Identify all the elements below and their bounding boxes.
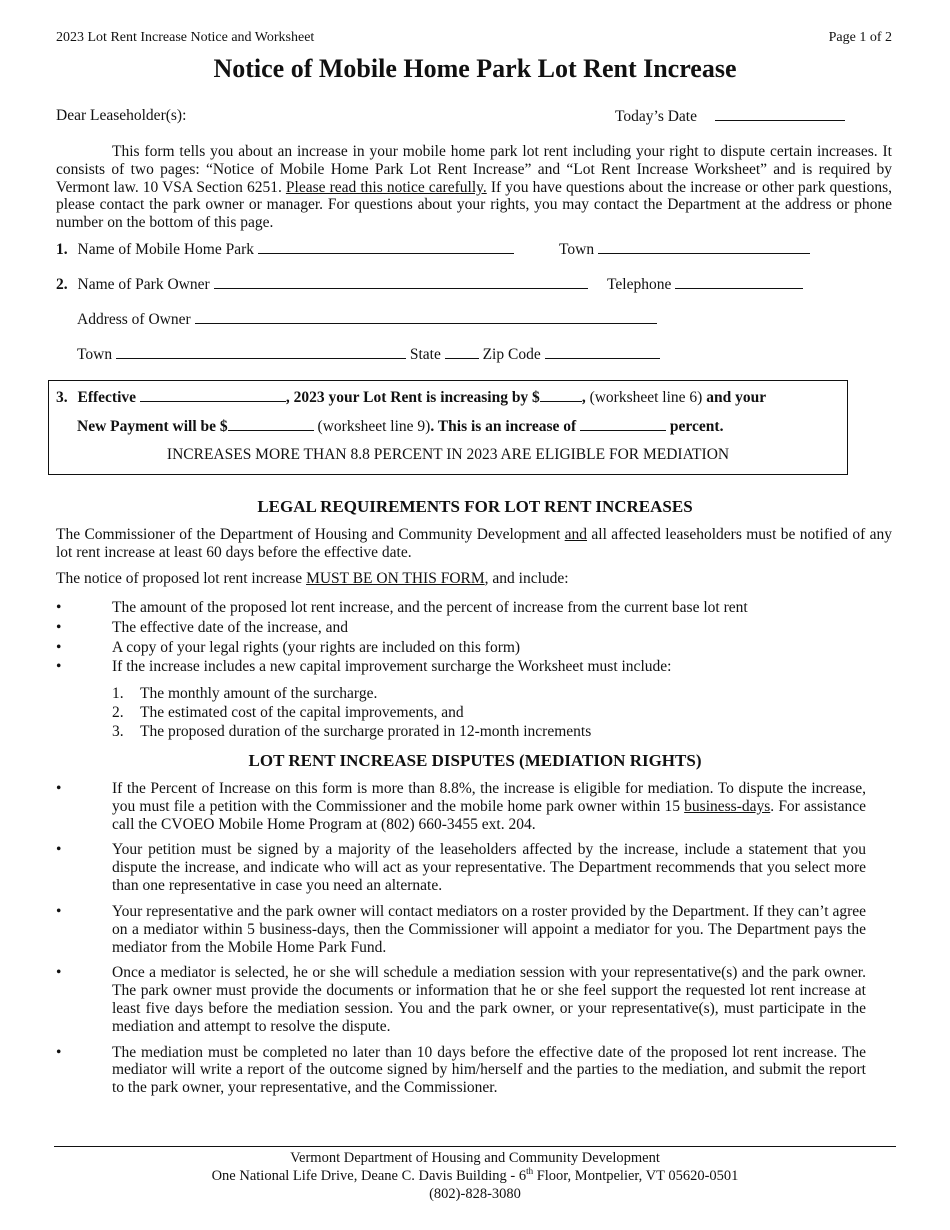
telephone-label: Telephone	[607, 276, 672, 293]
todays-date	[615, 107, 845, 126]
park-name-field[interactable]	[258, 240, 514, 254]
owner-address-field[interactable]	[195, 310, 657, 324]
footer-divider	[54, 1146, 896, 1147]
mediation-rights-list	[56, 780, 866, 1105]
park-owner-field[interactable]	[214, 275, 588, 289]
list-item: • Once a mediator is selected, he or she will schedule a mediation session with your representative(s) and the park owner. The park owner must provide the documents or information that he or she feel support the requested lot rent increase at least five days before the mediation session. You and the park owner, or your representative(s), must participate in the mediation and attempt to resolve the dispute.	[56, 964, 866, 1035]
telephone-row	[607, 275, 803, 294]
park-town-field[interactable]	[598, 240, 810, 254]
owner-town-field[interactable]	[116, 345, 406, 359]
list-item: • If the Percent of Increase on this form is more than 8.8%, the increase is eligible for mediation. To dispute the increase, you must file a petition with the Commissioner and the mobile home park owner within 15 business-days. For assistance call the CVOEO Mobile Home Program at (802) 660-3455 ext. 204.	[56, 780, 866, 833]
effective-line: 3. Effective , 2023 your Lot Rent is increasing by $ , (worksheet line 6) and your	[56, 389, 767, 406]
list-item: • Your representative and the park owner will contact mediators on a roster provided by the Department. If they can’t agree on a mediator within 5 business-days, then the Commissioner will appoint a mediator for you. The Department pays the mediator from the Mobile Home Park Fund.	[56, 902, 866, 956]
state-field[interactable]	[445, 345, 479, 359]
requirements-list	[56, 599, 886, 676]
park-town-row	[559, 240, 810, 259]
mediation-eligibility: INCREASES MORE THAN 8.8 PERCENT IN 2023 ARE ELIGIBLE FOR MEDIATION	[166, 446, 730, 463]
list-item: • If the increase includes a new capital improvement surcharge the Worksheet must include:	[56, 658, 672, 676]
list-item: 1. The monthly amount of the surcharge.	[112, 685, 378, 702]
park-town-label: Town	[559, 241, 595, 258]
todays-date-field[interactable]	[715, 107, 845, 121]
effective-date-field[interactable]	[140, 388, 286, 402]
zip-label: Zip Code	[482, 346, 541, 363]
read-carefully: Please read this notice carefully.	[285, 178, 487, 196]
new-payment-field[interactable]	[228, 417, 314, 431]
owner-address-row	[77, 310, 657, 329]
state-label: State	[409, 346, 441, 363]
footer-department: Vermont Department of Housing and Community Development	[290, 1150, 660, 1166]
footer-phone: (802)-828-3080	[429, 1186, 521, 1202]
footer-address: One National Life Drive, Deane C. Davis Building - 6th Floor, Montpelier, VT 05620-0501	[211, 1166, 739, 1184]
mediation-rights-heading: LOT RENT INCREASE DISPUTES (MEDIATION RIGHTS)	[248, 751, 702, 770]
increase-percent-field[interactable]	[580, 417, 666, 431]
list-item: • The effective date of the increase, and	[56, 618, 348, 636]
new-payment-line: New Payment will be $ (worksheet line 9). This is an increase of percent.	[77, 418, 724, 435]
list-item: 2. The estimated cost of the capital improvements, and	[112, 703, 464, 721]
park-owner-row: 2. Name of Park Owner	[56, 275, 588, 294]
zip-field[interactable]	[545, 345, 660, 359]
salutation: Dear Leaseholder(s):	[56, 107, 187, 124]
list-item: • A copy of your legal rights (your rights are included on this form)	[56, 638, 521, 656]
legal-requirements-heading: LEGAL REQUIREMENTS FOR LOT RENT INCREASES	[257, 497, 693, 516]
form-name: 2023 Lot Rent Increase Notice and Worksheet	[56, 30, 315, 45]
list-item: • The mediation must be completed no later than 10 days before the effective date of the proposed lot rent increase. The mediator will write a report of the outcome signed by him/herself and the parties to the mediation, and submit the report to the park owner, your representative, and the Commissioner.	[56, 1043, 866, 1097]
intro-paragraph: This form tells you about an increase in your mobile home park lot rent including your right to dispute certain increases. It consists of two pages: “Notice of Mobile Home Park Lot Rent Increase” and “Lot Rent Increase Worksheet” and is required by Vermont law. 10 VSA Section 6251. Please read this notice carefully. If you have questions about the increase or other park questions, please contact the park owner or manager. For questions about your rights, you may contact the Department at the address or phone number on the bottom of this page.	[56, 143, 892, 232]
park-owner-label: Name of Park Owner	[77, 276, 210, 293]
park-name-label: Name of Mobile Home Park	[77, 241, 254, 258]
list-item: • The amount of the proposed lot rent increase, and the percent of increase from the current base lot rent	[56, 599, 748, 616]
page-number: Page 1 of 2	[828, 30, 892, 45]
legal-paragraph-1: The Commissioner of the Department of Housing and Community Development and all affected leaseholders must be notified of any lot rent increase at least 60 days before the effective date.	[56, 526, 892, 561]
todays-date-label: Today’s Date	[615, 108, 697, 125]
owner-town-label: Town	[77, 346, 113, 363]
owner-city-row	[77, 345, 660, 364]
increase-amount-field[interactable]	[540, 388, 582, 402]
park-name-row: 1. Name of Mobile Home Park	[56, 240, 514, 259]
owner-address-label: Address of Owner	[77, 311, 191, 328]
legal-paragraph-2: The notice of proposed lot rent increase MUST BE ON THIS FORM, and include:	[56, 570, 569, 587]
page-title: Notice of Mobile Home Park Lot Rent Increase	[213, 54, 737, 83]
rent-increase-box	[48, 380, 848, 475]
surcharge-list	[112, 685, 591, 740]
telephone-field[interactable]	[675, 275, 803, 289]
list-item: 3. The proposed duration of the surcharge prorated in 12-month increments	[112, 722, 592, 740]
list-item: • Your petition must be signed by a majority of the leaseholders affected by the increase, include a statement that you dispute the increase, and indicate who will act as your representative. The Department recommends that you select more than one representative in case you need an alternate.	[56, 841, 866, 895]
